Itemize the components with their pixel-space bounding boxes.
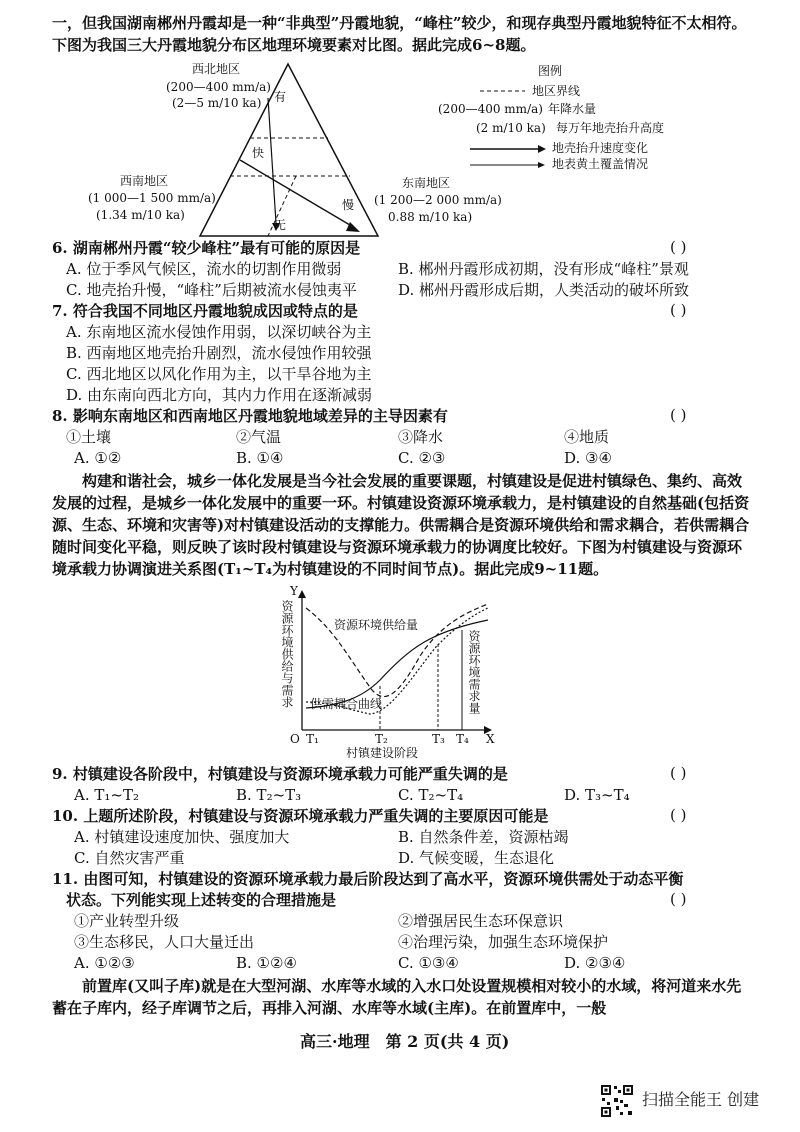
scanner-watermark: 扫描全能王 创建	[642, 1090, 760, 1109]
tick-t3: T₃	[432, 732, 445, 746]
q8-item-1: ①土壤	[66, 428, 112, 446]
uplift-arrow	[240, 160, 355, 228]
se-region-label: 东南地区	[402, 176, 451, 190]
legend-loess: 地表黄土覆盖情况	[552, 157, 649, 171]
se-rain-label: (1 200—2 000 mm/a)	[374, 193, 502, 207]
intro-paragraph-2: 构建和谐社会，城乡一体化发展是当今社会发展的重要课题，村镇建设是促进村镇绿色、集约、高效发展的过程，是城乡一体化发展中的重要一环。村镇建设资源环境承载力，是村镇建设的自然基础(包括资源、生态、环境和灾害等)对村镇建设活动的支撑能力。供需耦合是资源环境供给和需求耦合，若供需耦合随时间变化平稳，则反映了该时段村镇建设与资源环境承载力的协调度比较好。下图为村镇建设与资源环境承载力协调演进关系图(T₁~T₄为村镇建设的不同时间节点)。据此完成9~11题。	[52, 472, 750, 578]
label-wu: 无	[274, 218, 287, 232]
chart-x-label: 村镇建设阶段	[346, 746, 419, 760]
demand-curve	[306, 620, 488, 708]
q8-option-c[interactable]: C. ②③	[398, 449, 446, 467]
q10-option-c[interactable]: C. 自然灾害严重	[74, 849, 185, 867]
q10-option-b[interactable]: B. 自然条件差，资源枯竭	[398, 828, 569, 846]
q7-option-d[interactable]: D. 由东南向西北方向，其内力作用在逐渐减弱	[66, 386, 373, 404]
q11-item-3: ③生态移民，人口大量迁出	[74, 933, 255, 951]
page-footer: 高三·地理 第 2 页(共 4 页)	[300, 1032, 510, 1051]
q8-item-2: ②气温	[236, 428, 282, 446]
legend-uplift-sample: (2 m/10 ka)	[476, 121, 546, 135]
q11-stem-line-2: 状态。下列能实现上述转变的合理措施是	[66, 891, 337, 909]
sw-region-label: 西南地区	[120, 174, 169, 188]
label-man: 慢	[342, 198, 355, 212]
q11-option-b[interactable]: B. ①②④	[236, 954, 297, 972]
tick-t2: T₂	[375, 732, 388, 746]
q9-option-b[interactable]: B. T₂~T₃	[236, 786, 302, 804]
nw-uplift-label: (2—5 m/10 ka)	[172, 96, 262, 110]
legend-uplift-desc: 每万年地壳抬升高度	[556, 121, 665, 135]
q6-answer-paren[interactable]: ( )	[670, 238, 687, 256]
tick-t1: T₁	[306, 732, 319, 746]
legend-boundary: 地区界线	[532, 84, 581, 98]
q6-stem: 6. 湖南郴州丹霞“较少峰柱”最有可能的原因是	[52, 239, 361, 257]
nw-region-label: 西北地区	[192, 62, 241, 76]
chart-y-letter: Y	[290, 584, 298, 598]
q11-item-2: ②增强居民生态环保意识	[398, 912, 564, 930]
demand-label: 资源环境需求量	[467, 630, 481, 714]
q9-stem: 9. 村镇建设各阶段中，村镇建设与资源环境承载力可能严重失调的是	[52, 765, 508, 783]
supply-label: 资源环境供给量	[334, 618, 419, 632]
q11-option-a[interactable]: A. ①②③	[74, 954, 135, 972]
danxia-triangle-figure	[0, 58, 800, 258]
nw-rain-label: (200—400 mm/a)	[166, 80, 271, 94]
q10-answer-paren[interactable]: ( )	[670, 806, 687, 824]
chart-origin: O	[290, 732, 300, 746]
label-kuai: 快	[252, 146, 265, 160]
q6-option-c[interactable]: C. 地壳抬升慢，“峰柱”后期被流水侵蚀夷平	[66, 281, 357, 299]
q10-option-a[interactable]: A. 村镇建设速度加快、强度加大	[74, 828, 290, 846]
q9-option-a[interactable]: A. T₁~T₂	[74, 786, 139, 804]
q9-option-d[interactable]: D. T₃~T₄	[564, 786, 630, 804]
q11-option-c[interactable]: C. ①③④	[398, 954, 459, 972]
tick-t4: T₄	[456, 732, 469, 746]
legend-rain-desc: 年降水量	[548, 102, 597, 116]
q11-stem-line-1: 11. 由图可知，村镇建设的资源环境承载力最后阶段达到了高水平，资源环境供需处于动态平衡	[52, 870, 684, 888]
q7-option-a[interactable]: A. 东南地区流水侵蚀作用弱，以深切峡谷为主	[66, 323, 372, 341]
q9-option-c[interactable]: C. T₂~T₄	[398, 786, 464, 804]
legend-title: 图例	[538, 64, 563, 78]
q6-option-a[interactable]: A. 位于季风气候区，流水的切割作用微弱	[66, 260, 342, 278]
q9-answer-paren[interactable]: ( )	[670, 764, 687, 782]
intro-paragraph-3: 前置库(又叫子库)就是在大型河湖、水库等水域的入水口处设置规模相对较小的水域，将河道来水先蓄在子库内，经子库调节之后，再排入河湖、水库等水域(主库)。在前置库中，一般	[52, 977, 742, 1017]
q11-item-4: ④治理污染，加强生态环境保护	[398, 933, 609, 951]
coupling-label: 供需耦合曲线	[310, 697, 383, 711]
sw-rain-label: (1 000—1 500 mm/a)	[88, 191, 216, 205]
q8-option-a[interactable]: A. ①②	[74, 449, 122, 467]
q10-option-d[interactable]: D. 气候变暖，生态退化	[398, 849, 555, 867]
qr-code-icon	[600, 1084, 634, 1118]
chart-y-label: 资源环境供给与需求	[280, 600, 294, 708]
legend-speed: 地壳抬升速度变化	[552, 141, 649, 155]
q8-option-b[interactable]: B. ①④	[236, 449, 284, 467]
intro-paragraph-1: 一，但我国湖南郴州丹霞却是一种“非典型”丹霞地貌，“峰柱”较少，和现存典型丹霞地貌特征不太相符。下图为我国三大丹霞地貌分布区地理环境要素对比图。据此完成6~8题。	[52, 14, 747, 54]
q10-stem: 10. 上题所述阶段，村镇建设与资源环境承载力严重失调的主要原因可能是	[52, 807, 549, 825]
q7-option-c[interactable]: C. 西北地区以风化作用为主，以干旱谷地为主	[66, 365, 372, 383]
q8-item-3: ③降水	[398, 428, 444, 446]
label-you: 有	[274, 90, 287, 104]
q8-option-d[interactable]: D. ③④	[564, 449, 612, 467]
q11-item-1: ①产业转型升级	[74, 912, 180, 930]
coupling-chart	[0, 590, 800, 750]
q11-option-d[interactable]: D. ②③④	[564, 954, 626, 972]
q6-option-b[interactable]: B. 郴州丹霞形成初期，没有形成“峰柱”景观	[398, 260, 689, 278]
chart-x-letter: X	[486, 732, 495, 746]
q7-stem: 7. 符合我国不同地区丹霞地貌成因或特点的是	[52, 302, 358, 320]
sw-uplift-label: (1.34 m/10 ka)	[96, 208, 185, 222]
legend-rain-sample: (200—400 mm/a)	[438, 102, 543, 116]
q7-option-b[interactable]: B. 西南地区地壳抬升剧烈，流水侵蚀作用较强	[66, 344, 372, 362]
q8-item-4: ④地质	[564, 428, 610, 446]
q7-answer-paren[interactable]: ( )	[670, 301, 687, 319]
q8-answer-paren[interactable]: ( )	[670, 406, 687, 424]
q8-stem: 8. 影响东南地区和西南地区丹霞地貌地域差异的主导因素有	[52, 407, 448, 425]
loess-arrow	[268, 98, 276, 223]
q11-answer-paren[interactable]: ( )	[670, 890, 687, 908]
se-uplift-label: 0.88 m/10 ka)	[388, 210, 473, 224]
q6-option-d[interactable]: D. 郴州丹霞形成后期，人类活动的破坏所致	[398, 281, 690, 299]
